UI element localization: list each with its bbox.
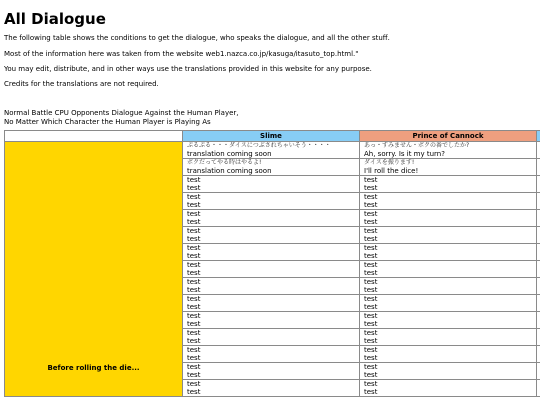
dialogue-line: test: [364, 303, 378, 311]
dialogue-line: test: [364, 312, 378, 320]
next-column-cell: [537, 244, 540, 261]
dialogue-cell: [360, 244, 537, 261]
dialogue-cell: [360, 176, 537, 193]
dialogue-cell: [360, 312, 537, 329]
next-column-cell: [537, 193, 540, 210]
dialogue-line: test: [187, 252, 201, 260]
dialogue-cell: [183, 142, 360, 159]
dialogue-cell: [360, 261, 537, 278]
header-slime: Slime: [183, 131, 360, 142]
dialogue-line: test: [364, 210, 378, 218]
dialogue-line: test: [187, 312, 201, 320]
dialogue-line: test: [187, 286, 201, 294]
dialogue-cell: [360, 159, 537, 176]
dialogue-line: test: [187, 244, 201, 252]
dialogue-line: test: [364, 269, 378, 277]
dialogue-line: test: [364, 244, 378, 252]
dialogue-line: test: [187, 218, 201, 226]
dialogue-line: test: [187, 176, 201, 184]
dialogue-line: test: [187, 337, 201, 345]
table-body: [5, 142, 540, 397]
dialogue-line: test: [187, 346, 201, 354]
dialogue-line: test: [364, 184, 378, 192]
dialogue-cell: [360, 142, 537, 159]
dialogue-cell: [360, 210, 537, 227]
situation-cell: Before rolling the die...: [5, 142, 183, 397]
dialogue-line: test: [364, 227, 378, 235]
dialogue-line: test: [364, 363, 378, 371]
dialogue-line: test: [187, 329, 201, 337]
dialogue-line: test: [364, 371, 378, 379]
dialogue-line: test: [364, 337, 378, 345]
next-column-cell: [537, 261, 540, 278]
dialogue-line: test: [364, 295, 378, 303]
next-column-cell: [537, 176, 540, 193]
dialogue-table: [4, 130, 540, 397]
intro-line-3: You may edit, distribute, and in other ways use the translations provided in this website for any purpose.: [4, 65, 372, 73]
dialogue-line: test: [364, 329, 378, 337]
table-row: [5, 142, 540, 159]
dialogue-cell: [183, 261, 360, 278]
dialogue-cell: [360, 346, 537, 363]
header-next-character: [537, 131, 540, 142]
next-column-cell: [537, 295, 540, 312]
next-column-cell: [537, 278, 540, 295]
dialogue-line: test: [364, 380, 378, 388]
intro-line-1: The following table shows the conditions to get the dialogue, who speaks the dialogue, and all the other stuff.: [4, 34, 390, 42]
dialogue-cell: [183, 278, 360, 295]
dialogue-cell: [360, 193, 537, 210]
dialogue-cell: [183, 244, 360, 261]
dialogue-cell: [183, 193, 360, 210]
header-prince-of-cannock: Prince of Cannock: [360, 131, 537, 142]
dialogue-line: test: [364, 286, 378, 294]
english-line: I'll roll the dice!: [364, 167, 419, 175]
dialogue-line: test: [364, 261, 378, 269]
intro-line-4: Credits for the translations are not required.: [4, 80, 159, 88]
dialogue-cell: [183, 329, 360, 346]
japanese-line: ダイスを振ります!: [364, 159, 415, 166]
dialogue-cell: [183, 346, 360, 363]
dialogue-line: test: [187, 278, 201, 286]
japanese-line: ぷるぷる・・・ダイスにつぶされちゃいそう・・・・: [187, 142, 331, 149]
table-header-row: [5, 131, 540, 142]
dialogue-line: test: [364, 278, 378, 286]
dialogue-table-wrapper: [4, 130, 540, 405]
dialogue-line: test: [187, 303, 201, 311]
dialogue-line: test: [364, 193, 378, 201]
next-column-cell: [537, 210, 540, 227]
dialogue-cell: [183, 380, 360, 397]
dialogue-line: test: [364, 252, 378, 260]
dialogue-cell: [360, 329, 537, 346]
dialogue-cell: [183, 227, 360, 244]
next-column-cell: [537, 227, 540, 244]
dialogue-line: test: [364, 235, 378, 243]
dialogue-line: test: [187, 201, 201, 209]
dialogue-cell: [183, 210, 360, 227]
dialogue-line: test: [364, 354, 378, 362]
dialogue-cell: [183, 295, 360, 312]
dialogue-line: test: [187, 261, 201, 269]
dialogue-line: test: [364, 388, 378, 396]
subheading-line-1: Normal Battle CPU Opponents Dialogue Against the Human Player,: [4, 109, 239, 117]
dialogue-line: test: [364, 320, 378, 328]
next-column-cell: [537, 142, 540, 159]
dialogue-cell: [183, 363, 360, 380]
subheading-line-2: No Matter Which Character the Human Player is Playing As: [4, 118, 211, 126]
dialogue-line: test: [187, 227, 201, 235]
japanese-line: ボクだってやる時はやるよ!: [187, 159, 262, 166]
intro-line-2: Most of the information here was taken from the website web1.nazca.co.jp/kasuga/itasuto_top.html.": [4, 50, 359, 58]
page-title: All Dialogue: [4, 10, 106, 28]
dialogue-line: test: [187, 363, 201, 371]
english-line: Ah, sorry. Is it my turn?: [364, 150, 445, 158]
dialogue-cell: [183, 176, 360, 193]
japanese-line: あっ・すみません・ボクの番でしたか?: [364, 142, 470, 149]
dialogue-line: test: [364, 201, 378, 209]
next-column-cell: [537, 380, 540, 397]
dialogue-line: test: [364, 176, 378, 184]
section-subheading: [4, 109, 239, 127]
dialogue-line: test: [187, 295, 201, 303]
dialogue-line: test: [187, 388, 201, 396]
dialogue-line: test: [187, 235, 201, 243]
dialogue-cell: [360, 227, 537, 244]
dialogue-cell: [360, 295, 537, 312]
dialogue-cell: [360, 363, 537, 380]
dialogue-line: test: [187, 320, 201, 328]
dialogue-cell: [360, 278, 537, 295]
next-column-cell: [537, 312, 540, 329]
dialogue-cell: [360, 380, 537, 397]
dialogue-line: test: [364, 346, 378, 354]
dialogue-line: test: [187, 380, 201, 388]
english-line: translation coming soon: [187, 150, 272, 158]
dialogue-cell: [183, 159, 360, 176]
dialogue-line: test: [187, 371, 201, 379]
header-situation: [5, 131, 183, 142]
dialogue-line: test: [187, 354, 201, 362]
next-column-cell: [537, 329, 540, 346]
dialogue-line: test: [187, 184, 201, 192]
next-column-cell: [537, 346, 540, 363]
next-column-cell: [537, 159, 540, 176]
dialogue-line: test: [364, 218, 378, 226]
dialogue-line: test: [187, 269, 201, 277]
next-column-cell: [537, 363, 540, 380]
dialogue-line: test: [187, 193, 201, 201]
dialogue-cell: [183, 312, 360, 329]
english-line: translation coming soon: [187, 167, 272, 175]
dialogue-line: test: [187, 210, 201, 218]
